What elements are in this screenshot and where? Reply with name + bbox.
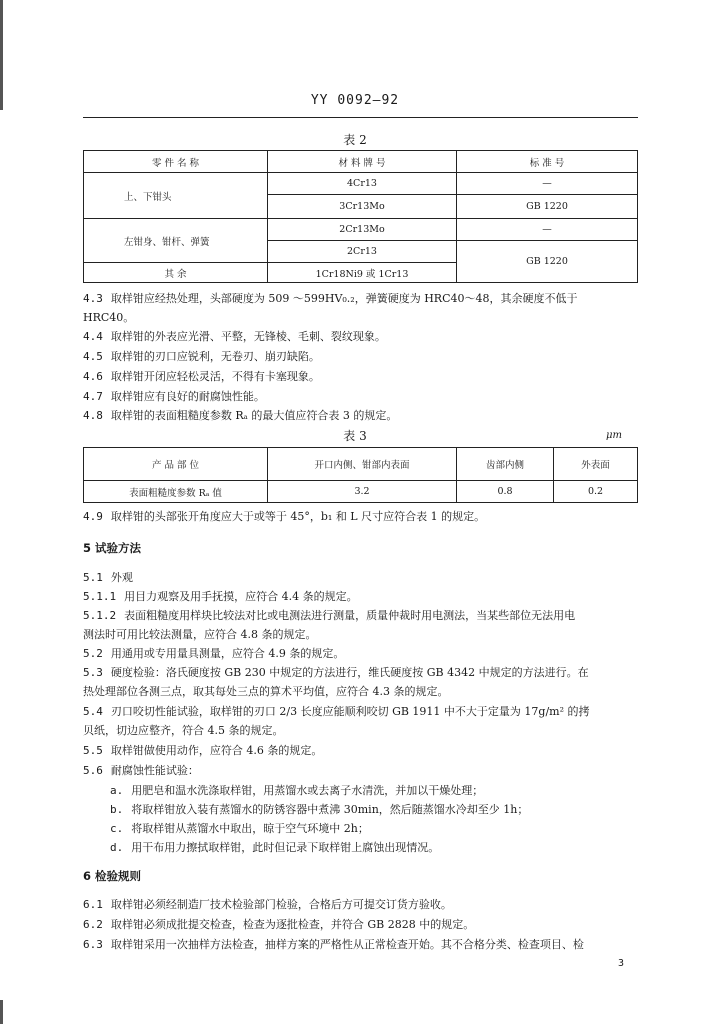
page-number: 3	[618, 958, 625, 969]
clause-text: 取样钳的外表应光滑、平整，无锋棱、毛刺、裂纹现象。	[110, 330, 386, 343]
clause-text: 取样钳的刃口应锐利，无卷刃、崩刃缺陷。	[110, 350, 320, 363]
clause-number: 4.3	[83, 292, 103, 305]
table2-standard-cell: —	[457, 219, 638, 241]
list-item-text: 将取样钳放入装有蒸馏水的防锈容器中煮沸 30min，然后随蒸馏水冷却至少 1h；	[131, 803, 529, 816]
table3-header-col2: 齿部内侧	[457, 448, 554, 481]
clause-4-7	[83, 388, 265, 404]
list-item	[110, 782, 483, 798]
clause-text: 取样钳开闭应轻松灵活，不得有卡塞现象。	[110, 370, 320, 383]
clause-text: 硬度检验：洛氏硬度按 GB 230 中规定的方法进行，维氏硬度按 GB 4342 中规定的方法进行。在	[110, 666, 589, 679]
scan-edge-mark	[0, 1000, 3, 1024]
table3-header-row	[84, 448, 638, 481]
clause-5-3	[83, 664, 589, 680]
table3-header-col1: 开口内侧、钳部内表面	[268, 448, 457, 481]
table2-part-cell: 左钳身、钳杆、弹簧	[84, 219, 268, 263]
clause-6-2	[83, 916, 474, 932]
table2-material-cell: 4Cr13	[268, 173, 457, 195]
table2-standard-cell: GB 1220	[457, 195, 638, 219]
table-row	[84, 173, 638, 195]
clause-4-9	[83, 508, 485, 524]
clause-4-4	[83, 328, 386, 344]
list-item-label: a.	[110, 784, 124, 797]
clause-5-2	[83, 645, 344, 661]
table3-value-cell: 3.2	[268, 481, 457, 503]
table2	[83, 150, 638, 283]
clause-text: 取样钳做使用动作，应符合 4.6 条的规定。	[110, 744, 323, 757]
table3-caption: 表 3	[343, 429, 367, 443]
table3-header-part: 产 品 部 位	[84, 448, 268, 481]
list-item-label: b.	[110, 803, 124, 816]
table2-standard-cell: —	[457, 173, 638, 195]
clause-number: 5.1.1	[83, 590, 117, 603]
clause-4-5	[83, 348, 320, 364]
clause-5-6	[83, 762, 199, 778]
section-6-title: 6 检验规则	[83, 869, 142, 883]
clause-number: 5.6	[83, 764, 103, 777]
table3	[83, 447, 638, 503]
clause-number: 6.3	[83, 938, 103, 951]
clause-4-3	[83, 290, 578, 306]
table3-value-cell: 0.2	[554, 481, 638, 503]
clause-5-1-2-continued: 测法时可用比较法测量，应符合 4.8 条的规定。	[83, 628, 317, 641]
clause-4-6	[83, 368, 320, 384]
clause-text: 耐腐蚀性能试验：	[110, 764, 199, 777]
table2-header-material: 材 料 牌 号	[268, 151, 457, 173]
table3-row-label: 表面粗糙度参数 Rₐ 值	[84, 481, 268, 503]
clause-text: 取样钳应经热处理，头部硬度为 509 ～599HV₀.₂，弹簧硬度为 HRC40～48，其余硬度不低于	[110, 292, 578, 305]
list-item-text: 将取样钳从蒸馏水中取出，晾于空气环境中 2h；	[131, 822, 369, 835]
table2-material-cell: 1Cr18Ni9 或 1Cr13	[268, 263, 457, 283]
clause-text: 刃口咬切性能试验，取样钳的刃口 2/3 长度应能顺利咬切 GB 1911 中不大于定量为 17g/m² 的拷	[110, 705, 590, 718]
clause-number: 4.4	[83, 330, 103, 343]
clause-text: 取样钳应有良好的耐腐蚀性能。	[110, 390, 265, 403]
list-item-label: d.	[110, 841, 124, 854]
list-item	[110, 839, 439, 855]
clause-5-4	[83, 703, 590, 719]
clause-number: 5.5	[83, 744, 103, 757]
clause-text: 取样钳采用一次抽样方法检查，抽样方案的严格性从正常检查开始。其不合格分类、检查项目、检	[110, 938, 584, 951]
clause-5-3-continued: 热处理部位各测三点，取其每处三点的算术平均值，应符合 4.3 条的规定。	[83, 685, 449, 698]
clause-text: 取样钳必须成批提交检查，检查为逐批检查，并符合 GB 2828 中的规定。	[110, 918, 475, 931]
clause-number: 4.6	[83, 370, 103, 383]
table3-header-col3: 外表面	[554, 448, 638, 481]
clause-5-1-2	[83, 607, 575, 623]
clause-number: 4.7	[83, 390, 103, 403]
table2-material-cell: 3Cr13Mo	[268, 195, 457, 219]
clause-number: 4.9	[83, 510, 103, 523]
clause-text: 用通用或专用量具测量，应符合 4.9 条的规定。	[110, 647, 345, 660]
clause-text: 表面粗糙度用样块比较法对比或电测法进行测量，质量仲裁时用电测法，当某些部位无法用电	[124, 609, 576, 622]
clause-text: 取样钳的表面粗糙度参数 Rₐ 的最大值应符合表 3 的规定。	[110, 409, 398, 422]
clause-6-3	[83, 936, 584, 952]
clause-number: 4.5	[83, 350, 103, 363]
clause-4-3-continued: HRC40。	[83, 311, 135, 324]
clause-number: 6.2	[83, 918, 103, 931]
table-row	[84, 481, 638, 503]
standard-code-header: YY 0092—92	[310, 93, 400, 108]
table2-header-standard: 标 准 号	[457, 151, 638, 173]
table3-value-cell: 0.8	[457, 481, 554, 503]
section-5-title: 5 试验方法	[83, 541, 142, 555]
clause-5-1	[83, 569, 133, 585]
clause-number: 5.3	[83, 666, 103, 679]
table3-unit: μm	[606, 430, 622, 441]
clause-number: 4.8	[83, 409, 103, 422]
clause-5-1-1	[83, 588, 358, 604]
table2-header-row	[84, 151, 638, 173]
table2-material-cell: 2Cr13Mo	[268, 219, 457, 241]
table-row	[84, 219, 638, 241]
clause-number: 5.2	[83, 647, 103, 660]
table2-part-cell: 上、下钳头	[84, 173, 268, 219]
header-rule	[83, 117, 638, 118]
list-item-text: 用干布用力擦拭取样钳，此时但记录下取样钳上腐蚀出现情况。	[131, 841, 440, 854]
list-item-text: 用肥皂和温水洗涤取样钳，用蒸馏水或去离子水清洗，并加以干燥处理；	[131, 784, 484, 797]
clause-text: 取样钳的头部张开角度应大于或等于 45°，b₁ 和 L 尺寸应符合表 1 的规定。	[110, 510, 486, 523]
table2-part-cell: 其 余	[84, 263, 268, 283]
clause-text: 取样钳必须经制造厂技术检验部门检验，合格后方可提交订货方验收。	[110, 898, 452, 911]
list-item	[110, 801, 528, 817]
list-item-label: c.	[110, 822, 124, 835]
table2-material-cell: 2Cr13	[268, 241, 457, 263]
clause-5-5	[83, 742, 322, 758]
scan-edge-mark	[0, 0, 3, 110]
table2-header-part: 零 件 名 称	[84, 151, 268, 173]
clause-6-1	[83, 896, 452, 912]
clause-4-8	[83, 407, 397, 423]
clause-text: 外观	[110, 571, 133, 584]
clause-number: 6.1	[83, 898, 103, 911]
table2-standard-cell: GB 1220	[457, 241, 638, 283]
clause-number: 5.1.2	[83, 609, 117, 622]
clause-number: 5.4	[83, 705, 103, 718]
clause-5-4-continued: 贝纸，切边应整齐，符合 4.5 条的规定。	[83, 724, 284, 737]
clause-text: 用目力观察及用手抚摸，应符合 4.4 条的规定。	[124, 590, 358, 603]
table2-caption: 表 2	[343, 133, 367, 147]
clause-number: 5.1	[83, 571, 103, 584]
list-item	[110, 820, 369, 836]
